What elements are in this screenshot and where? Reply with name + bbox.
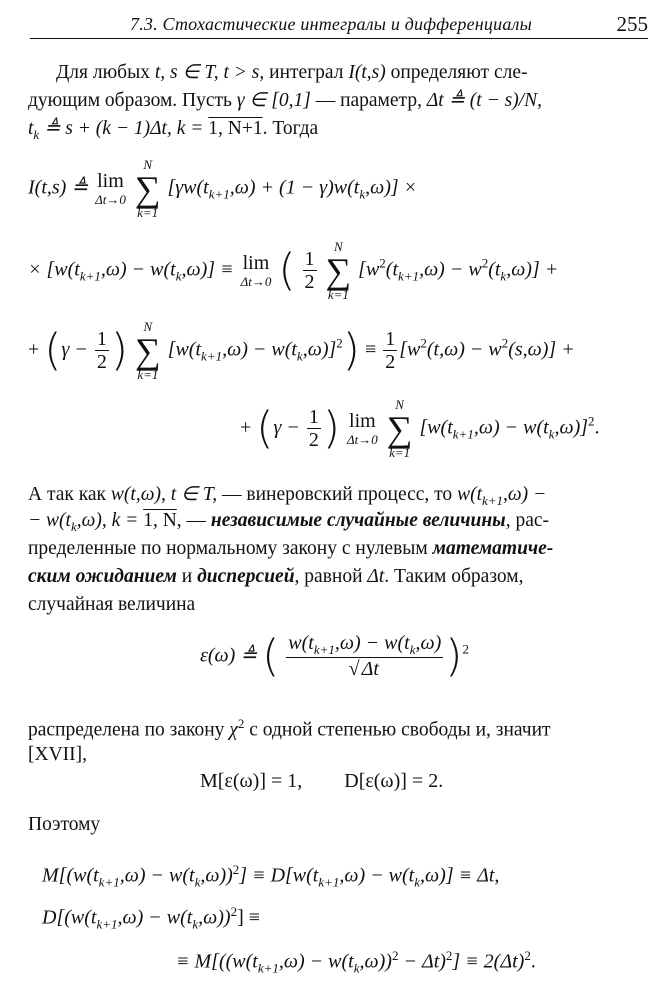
sum-operator: N ∑ k=1 [386,397,413,460]
paragraph-line: дующим образом. Пусть γ ∈ [0,1] — параметр, Δt ≜ (t − s)/N, [28,90,542,111]
fraction: $\frac{1}{2}$ [96,327,107,373]
sum-operator: N ∑ k=1 [325,239,352,302]
equation-row: M[ε(ω)] = 1, D[ε(ω)] = 2. [200,770,444,792]
equation-row: × $[w(t_{k+1},\omega) - w(t_k,\omega)]$ ≡ lim Δt→0 ( $\frac{1}{2}$ N ∑ k=1 $[w^2(t_{k+1},\omega) - w^2(t_k,\omega)]$ + [28,239,559,302]
sum-operator: N ∑ k=1 [135,319,161,382]
paragraph-line: [XVII], [28,744,88,765]
paragraph-line: распределена по закону $\chi^2$ с одной степенью свободы и, значит [28,716,551,741]
equation-row: + (γ − $\frac{1}{2}$ ) N ∑ k=1 $[w(t_{k+1},\omega) - w(t_k,\omega)]^2$) ≡ $\frac{1}{2}$ $[w^2(t,\omega) - w^2(s,\omega)]$ + [28,319,575,382]
equation-row: + (γ − $\frac{1}{2}$ ) lim Δt→0 N ∑ k=1 $[w(t_{k+1},\omega) - w(t_k,\omega)]^2$. [240,397,600,460]
paragraph-line: случайная величина [28,594,196,615]
equation-row: $D[(w(t_{k+1},\omega) - w(t_k,\omega))^2]$ ≡ [42,904,261,932]
paragraph-line: − $w(t_k,\omega)$, k = 1, N, — независимые случайные величины, рас- [28,510,549,534]
paragraph-line: А так как w(t,ω), t ∈ T, — винеровский процесс, то $w(t_{k+1},\omega)$ − [28,484,547,508]
square-root: √ Δt [348,658,379,681]
fraction: $\frac{1}{2}$ [308,405,319,451]
running-header [30,12,648,39]
fraction: $\frac{1}{2}$ [304,247,315,293]
limit-operator: lim Δt→0 [95,170,126,208]
equation-row: ε(ω) ≜ ( $\frac{w(t_{k+1},\omega) - w(t_k,\omega)}{√ \Delta t}$ )$^2$ [200,630,469,682]
paragraph-line: ским ожиданием и дисперсией, равной Δt. Таким образом, [28,566,524,587]
paragraph-line: Для любых t, s ∈ T, t > s, интеграл I(t,s) определяют сле- [56,62,528,83]
equation-row: $M[(w(t_{k+1},\omega) - w(t_k,\omega))^2] \equiv D[w(t_{k+1},\omega) - w(t_k,\omega)] \equiv \Delta t$, [42,862,500,890]
limit-operator: lim Δt→0 [240,252,272,290]
paragraph-line: пределенные по нормальному закону с нулевым математиче- [28,538,554,559]
fraction: $\frac{1}{2}$ [385,327,396,373]
paragraph-line: Поэтому [28,814,101,835]
fraction: $\frac{w(t_{k+1},\omega) - w(t_k,\omega)}{√ \Delta t}$ [288,632,442,681]
page-number: 255 [616,12,648,36]
limit-operator: lim Δt→0 [347,410,378,448]
sum-operator: N ∑ k=1 [134,157,161,220]
paragraph-line: $t_k$ ≜ s + (k − 1)Δt, k = 1, N+1. Тогда [28,118,319,142]
equation-row: ≡ $M[((w(t_{k+1},\omega) - w(t_k,\omega))^2 - \Delta t)^2] \equiv 2(\Delta t)^2$. [176,948,536,976]
equation-row: I(t,s) ≜ lim Δt→0 N ∑ k=1 $[\gamma w(t_{k+1},\omega) + (1 - \gamma)w(t_k,\omega)]$ × [28,157,418,220]
running-title: 7.3. Стохастические интегралы и дифференциалы [130,14,532,34]
